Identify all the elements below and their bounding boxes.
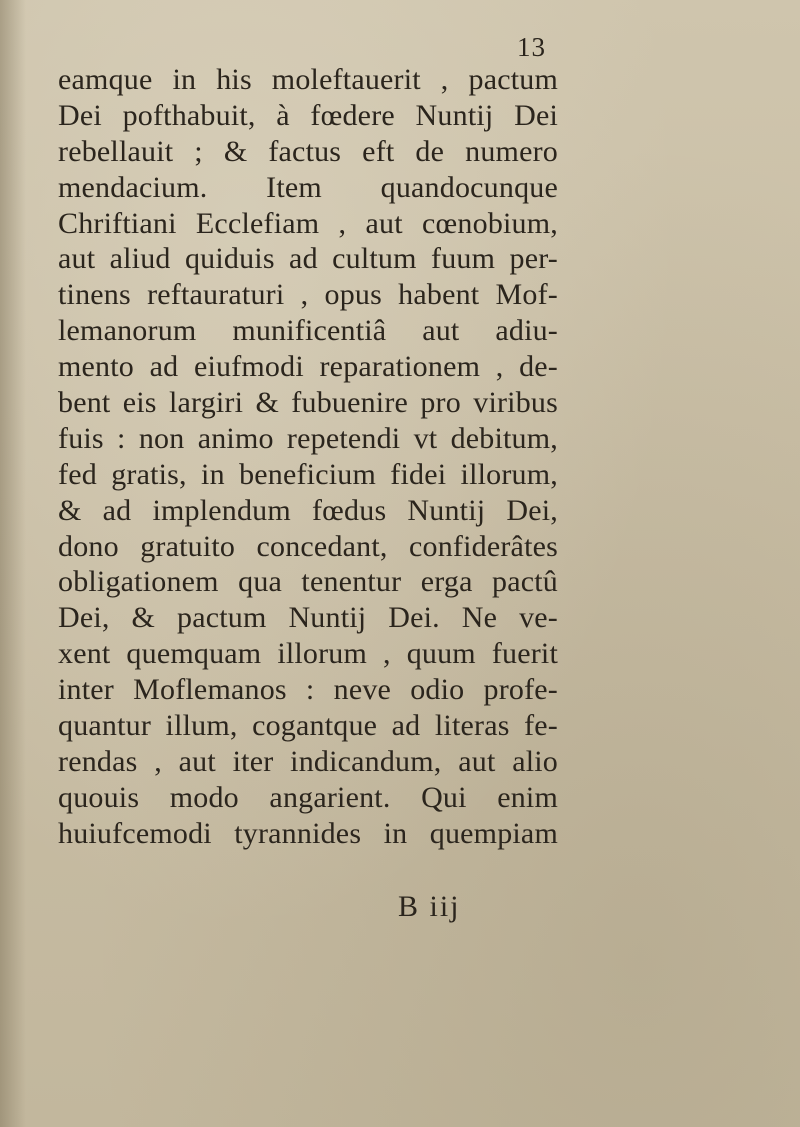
text-line: quouis modo angarient. Qui enim (58, 780, 558, 814)
body-text (58, 62, 558, 852)
text-line: Dei pofthabuit, à fœdere Nuntij Dei (58, 98, 558, 132)
signature-mark: B iij (398, 890, 461, 923)
text-line: fuis : non animo repetendi vt debitum, (58, 421, 558, 455)
text-line: mento ad eiufmodi reparationem , de- (58, 350, 558, 384)
text-line: rebellauit ; & factus eft de numero (58, 134, 558, 168)
text-line: inter Moflemanos : neve odio profe- (58, 673, 558, 707)
text-line: quantur illum, cogantque ad literas fe- (58, 709, 558, 743)
text-line: eamque in his moleftauerit , pactum (58, 63, 558, 96)
text-line: bent eis largiri & fubuenire pro viribus (58, 386, 558, 420)
page-gutter-shadow (0, 0, 26, 1127)
text-line: lemanorum munificentiâ aut adiu- (58, 314, 558, 348)
text-line: xent quemquam illorum , quum fuerit (58, 637, 558, 671)
text-line: Chriftiani Ecclefiam , aut cœnobium, (58, 206, 558, 240)
text-line: & ad implendum fœdus Nuntij Dei, (58, 493, 558, 527)
text-line: Dei, & pactum Nuntij Dei. Ne ve- (58, 601, 558, 635)
text-line: fed gratis, in beneficium fidei illorum, (58, 457, 558, 491)
text-line: mendacium. Item quandocunque (58, 170, 558, 204)
text-line: huiufcemodi tyrannides in quempiam (58, 816, 558, 850)
text-line: aut aliud quiduis ad cultum fuum per- (58, 242, 558, 276)
text-line: rendas , aut iter indicandum, aut alio (58, 744, 558, 778)
text-line: dono gratuito concedant, confiderâtes (58, 529, 558, 563)
text-line: obligationem qua tenentur erga pactû (58, 565, 558, 599)
page-number: 13 (517, 32, 546, 62)
text-line: tinens reftauraturi , opus habent Mof- (58, 278, 558, 312)
